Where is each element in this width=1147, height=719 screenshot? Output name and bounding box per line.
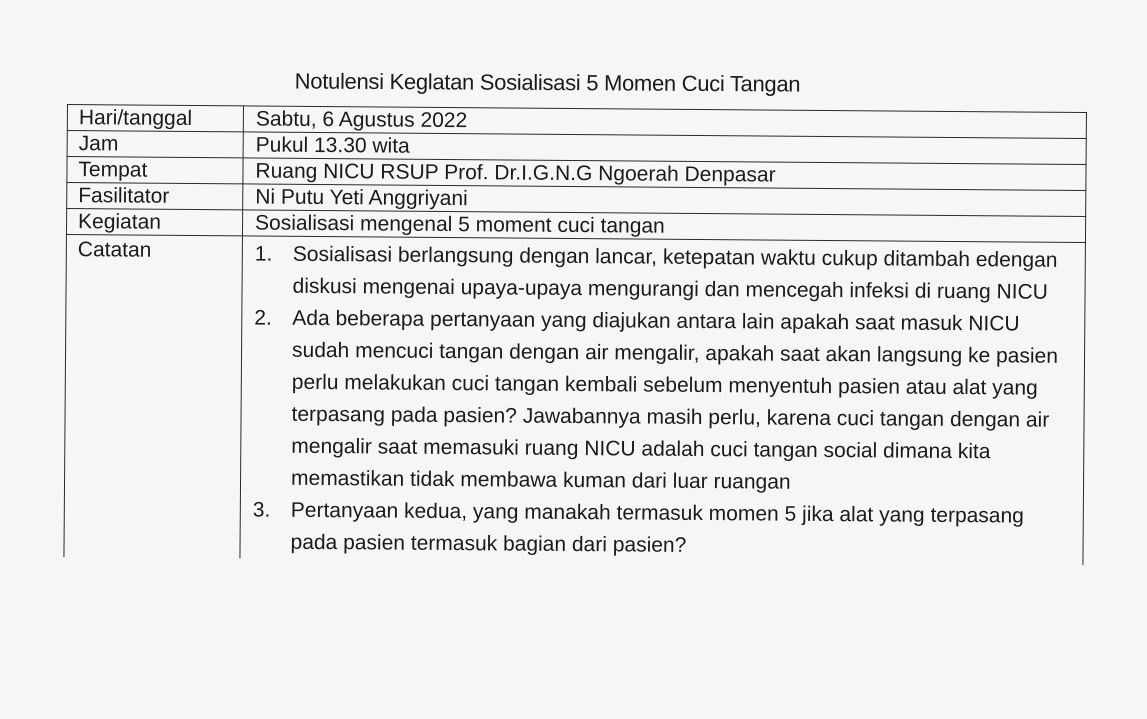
list-item	[254, 238, 1084, 309]
field-label-date: Hari/tanggal	[67, 105, 243, 132]
field-label-time: Jam	[67, 131, 243, 158]
document-title: Notulensi Keglatan Sosialisasi 5 Momen Cuci Tangan	[294, 68, 801, 97]
list-item-number: 3.	[252, 498, 271, 522]
minutes-table-wrapper	[63, 104, 1087, 565]
list-item-number: 1.	[254, 242, 273, 266]
list-item-text: Pertanyaan kedua, yang manakah termasuk momen 5 jika alat yang terpasang pada pasien termasuk bagian dari pasien?	[290, 498, 1024, 557]
list-item-text: Ada beberapa pertanyaan yang diajukan antara lain apakah saat masuk NICU sudah mencuci tangan dengan air mengalir, apakah saat akan langsung ke pasien perlu melakukan cuci tangan kembali sebelum menyentuh pasien atau alat yang terpasang pada pasien? Jawabannya masih perlu, karena cuci tangan dengan air mengalir saat memasuki ruang NICU adalah cuci tangan social dimana kita memastikan tidak membawa kuman dari luar ruangan	[290, 306, 1059, 494]
field-value-place: Ruang NICU RSUP Prof. Dr.I.G.N.G Ngoerah Denpasar	[243, 158, 1086, 191]
notes-content	[240, 236, 1086, 565]
field-label-notes: Catatan	[64, 234, 243, 558]
minutes-table	[63, 104, 1087, 565]
table-row-notes	[64, 234, 1086, 564]
list-item	[253, 302, 1084, 501]
list-item	[252, 494, 1082, 565]
list-item-text: Sosialisasi berlangsung dengan lancar, ketepatan waktu cukup ditambah edengan diskusi mengenai upaya-upaya mengurangi dan mencegah infeksi di ruang NICU	[292, 242, 1058, 304]
field-value-activity: Sosialisasi mengenal 5 moment cuci tangan	[242, 210, 1085, 243]
list-item-number: 2.	[254, 306, 272, 330]
field-label-place: Tempat	[67, 157, 243, 184]
field-value-date: Sabtu, 6 Agustus 2022	[243, 106, 1086, 139]
field-label-activity: Kegiatan	[66, 209, 242, 236]
field-label-facilitator: Fasilitator	[67, 183, 243, 210]
field-value-time: Pukul 13.30 wita	[243, 132, 1086, 165]
notes-list	[252, 238, 1084, 565]
field-value-facilitator: Ni Putu Yeti Anggriyani	[243, 184, 1086, 217]
